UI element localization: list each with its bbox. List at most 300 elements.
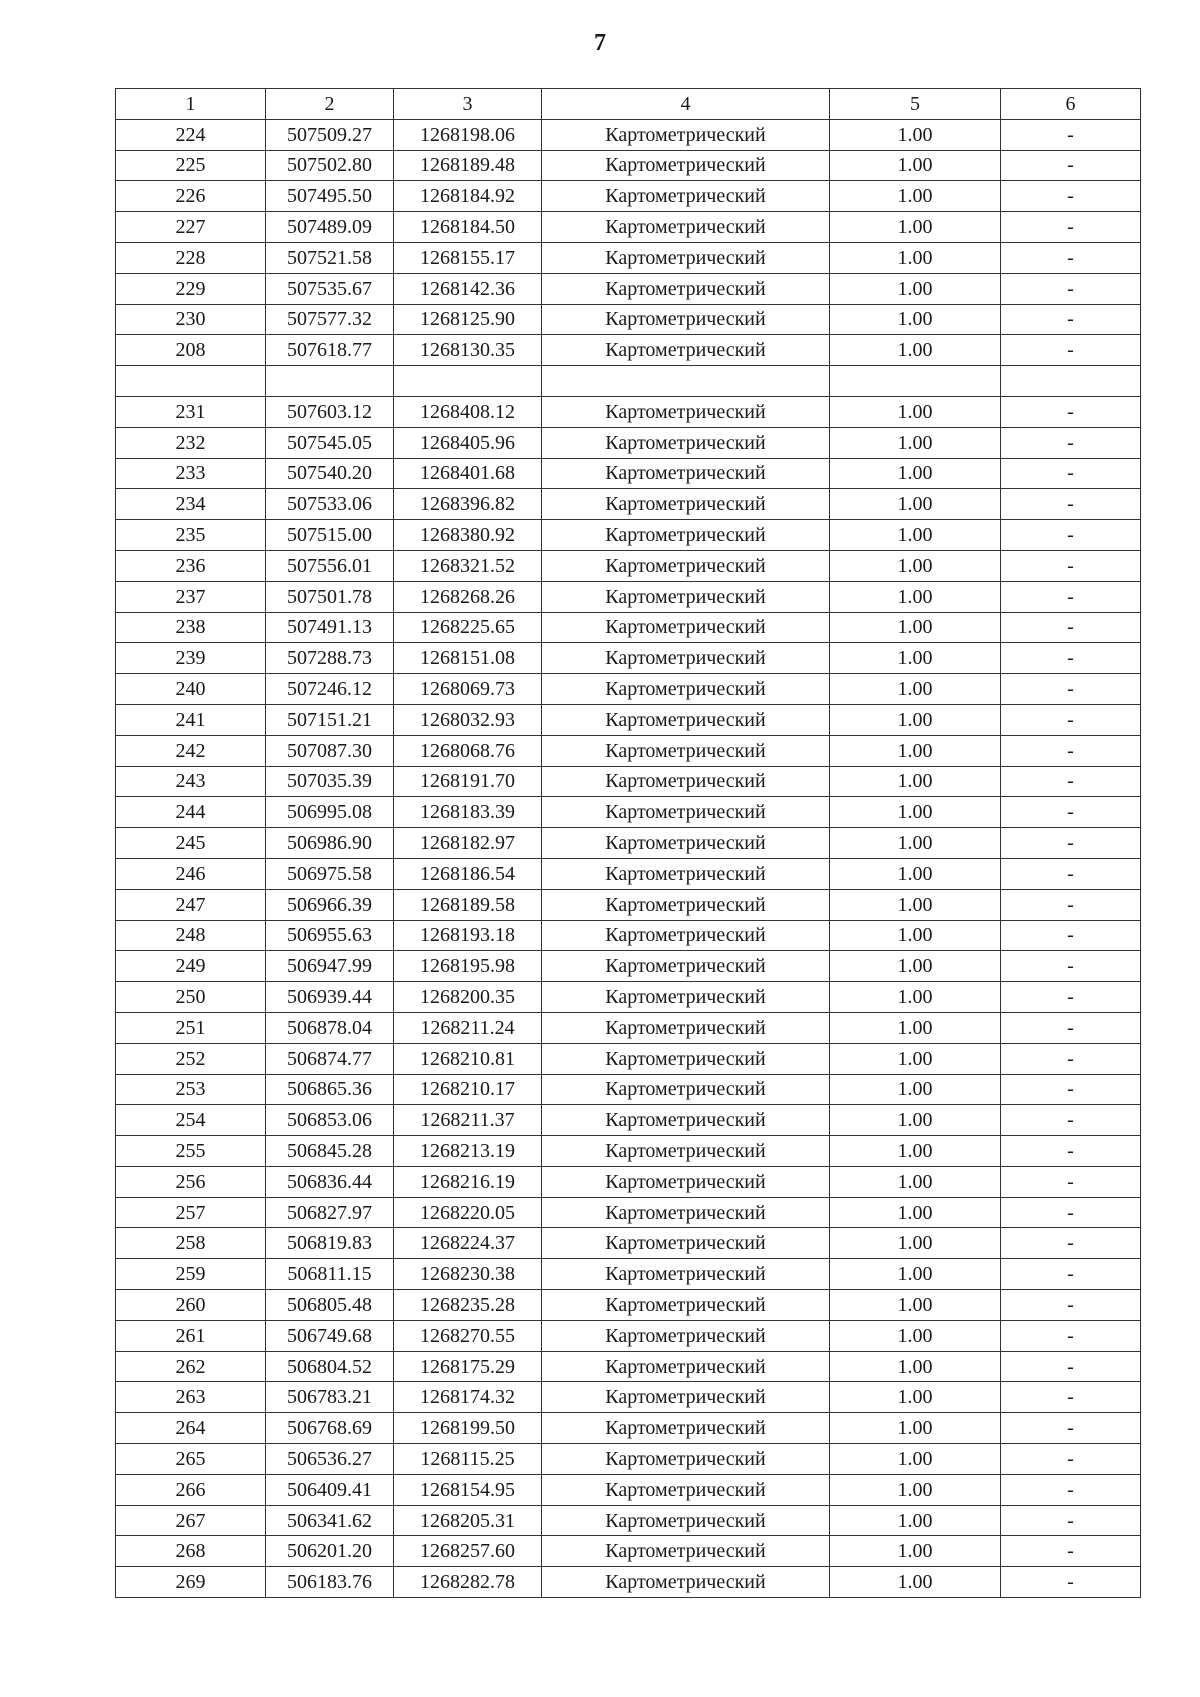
y-coordinate-cell: 1268401.68 [394, 458, 542, 489]
y-coordinate-cell: 1268408.12 [394, 396, 542, 427]
accuracy-cell: 1.00 [830, 1197, 1001, 1228]
table-row [116, 1043, 1141, 1074]
x-coordinate-cell: 506811.15 [266, 1259, 394, 1290]
table-row [116, 520, 1141, 551]
method-cell: Картометрический [542, 1136, 830, 1167]
y-coordinate-cell: 1268195.98 [394, 951, 542, 982]
y-coordinate-cell: 1268396.82 [394, 489, 542, 520]
x-coordinate-cell: 506966.39 [266, 889, 394, 920]
point-number-cell: 259 [116, 1259, 266, 1290]
note-cell: - [1001, 1567, 1141, 1598]
x-coordinate-cell: 507533.06 [266, 489, 394, 520]
accuracy-cell: 1.00 [830, 212, 1001, 243]
method-cell: Картометрический [542, 704, 830, 735]
x-coordinate-cell: 507545.05 [266, 427, 394, 458]
method-cell: Картометрический [542, 1413, 830, 1444]
table-row [116, 612, 1141, 643]
y-coordinate-cell: 1268210.81 [394, 1043, 542, 1074]
method-cell: Картометрический [542, 1012, 830, 1043]
column-header: 4 [542, 89, 830, 120]
accuracy-cell: 1.00 [830, 273, 1001, 304]
table-row [116, 1413, 1141, 1444]
point-number-cell: 241 [116, 704, 266, 735]
x-coordinate-cell: 507618.77 [266, 335, 394, 366]
x-coordinate-cell: 507556.01 [266, 550, 394, 581]
method-cell: Картометрический [542, 674, 830, 705]
note-cell: - [1001, 1413, 1141, 1444]
method-cell: Картометрический [542, 489, 830, 520]
method-cell: Картометрический [542, 1259, 830, 1290]
x-coordinate-cell: 506955.63 [266, 920, 394, 951]
y-coordinate-cell: 1268230.38 [394, 1259, 542, 1290]
table-row [116, 119, 1141, 150]
x-coordinate-cell: 507509.27 [266, 119, 394, 150]
table-row [116, 982, 1141, 1013]
method-cell: Картометрический [542, 1166, 830, 1197]
y-coordinate-cell: 1268199.50 [394, 1413, 542, 1444]
point-number-cell: 232 [116, 427, 266, 458]
point-number-cell: 247 [116, 889, 266, 920]
note-cell: - [1001, 674, 1141, 705]
note-cell: - [1001, 1320, 1141, 1351]
x-coordinate-cell: 507535.67 [266, 273, 394, 304]
x-coordinate-cell: 507495.50 [266, 181, 394, 212]
point-number-cell: 245 [116, 828, 266, 859]
note-cell [1001, 366, 1141, 397]
method-cell: Картометрический [542, 612, 830, 643]
accuracy-cell: 1.00 [830, 520, 1001, 551]
y-coordinate-cell: 1268142.36 [394, 273, 542, 304]
accuracy-cell: 1.00 [830, 828, 1001, 859]
method-cell: Картометрический [542, 828, 830, 859]
note-cell: - [1001, 581, 1141, 612]
note-cell: - [1001, 982, 1141, 1013]
table-row [116, 242, 1141, 273]
table-row [116, 1228, 1141, 1259]
point-number-cell [116, 366, 266, 397]
point-number-cell: 208 [116, 335, 266, 366]
method-cell: Картометрический [542, 1505, 830, 1536]
table-row [116, 458, 1141, 489]
x-coordinate-cell [266, 366, 394, 397]
method-cell: Картометрический [542, 858, 830, 889]
accuracy-cell: 1.00 [830, 735, 1001, 766]
x-coordinate-cell: 506853.06 [266, 1105, 394, 1136]
header-row [116, 89, 1141, 120]
note-cell: - [1001, 828, 1141, 859]
y-coordinate-cell: 1268189.48 [394, 150, 542, 181]
accuracy-cell: 1.00 [830, 550, 1001, 581]
note-cell: - [1001, 520, 1141, 551]
y-coordinate-cell: 1268211.37 [394, 1105, 542, 1136]
point-number-cell: 246 [116, 858, 266, 889]
y-coordinate-cell: 1268235.28 [394, 1290, 542, 1321]
accuracy-cell: 1.00 [830, 427, 1001, 458]
note-cell: - [1001, 212, 1141, 243]
x-coordinate-cell: 506865.36 [266, 1074, 394, 1105]
note-cell: - [1001, 643, 1141, 674]
table-row [116, 366, 1141, 397]
point-number-cell: 250 [116, 982, 266, 1013]
accuracy-cell: 1.00 [830, 1351, 1001, 1382]
y-coordinate-cell: 1268175.29 [394, 1351, 542, 1382]
note-cell: - [1001, 119, 1141, 150]
accuracy-cell: 1.00 [830, 458, 1001, 489]
y-coordinate-cell: 1268191.70 [394, 766, 542, 797]
table-row [116, 1012, 1141, 1043]
y-coordinate-cell: 1268270.55 [394, 1320, 542, 1351]
point-number-cell: 239 [116, 643, 266, 674]
table-row [116, 735, 1141, 766]
point-number-cell: 240 [116, 674, 266, 705]
table-row [116, 150, 1141, 181]
x-coordinate-cell: 506845.28 [266, 1136, 394, 1167]
note-cell: - [1001, 612, 1141, 643]
accuracy-cell: 1.00 [830, 982, 1001, 1013]
y-coordinate-cell: 1268321.52 [394, 550, 542, 581]
point-number-cell: 255 [116, 1136, 266, 1167]
x-coordinate-cell: 506805.48 [266, 1290, 394, 1321]
method-cell: Картометрический [542, 1105, 830, 1136]
x-coordinate-cell: 506874.77 [266, 1043, 394, 1074]
x-coordinate-cell: 506201.20 [266, 1536, 394, 1567]
x-coordinate-cell: 506947.99 [266, 951, 394, 982]
note-cell: - [1001, 1012, 1141, 1043]
note-cell: - [1001, 1197, 1141, 1228]
accuracy-cell: 1.00 [830, 920, 1001, 951]
y-coordinate-cell: 1268184.92 [394, 181, 542, 212]
x-coordinate-cell: 507540.20 [266, 458, 394, 489]
note-cell: - [1001, 458, 1141, 489]
column-header: 5 [830, 89, 1001, 120]
accuracy-cell: 1.00 [830, 1290, 1001, 1321]
column-header: 2 [266, 89, 394, 120]
note-cell: - [1001, 1474, 1141, 1505]
x-coordinate-cell: 507491.13 [266, 612, 394, 643]
table-row [116, 828, 1141, 859]
method-cell: Картометрический [542, 766, 830, 797]
accuracy-cell: 1.00 [830, 951, 1001, 982]
column-header: 6 [1001, 89, 1141, 120]
y-coordinate-cell: 1268183.39 [394, 797, 542, 828]
method-cell: Картометрический [542, 396, 830, 427]
method-cell: Картометрический [542, 1444, 830, 1475]
y-coordinate-cell: 1268200.35 [394, 982, 542, 1013]
table-row [116, 1105, 1141, 1136]
accuracy-cell: 1.00 [830, 797, 1001, 828]
accuracy-cell: 1.00 [830, 1413, 1001, 1444]
y-coordinate-cell: 1268068.76 [394, 735, 542, 766]
note-cell: - [1001, 1536, 1141, 1567]
method-cell: Картометрический [542, 304, 830, 335]
accuracy-cell: 1.00 [830, 1536, 1001, 1567]
table-row [116, 396, 1141, 427]
point-number-cell: 224 [116, 119, 266, 150]
x-coordinate-cell: 506183.76 [266, 1567, 394, 1598]
table-row [116, 335, 1141, 366]
method-cell: Картометрический [542, 181, 830, 212]
accuracy-cell: 1.00 [830, 396, 1001, 427]
point-number-cell: 269 [116, 1567, 266, 1598]
point-number-cell: 262 [116, 1351, 266, 1382]
table-row [116, 797, 1141, 828]
x-coordinate-cell: 507246.12 [266, 674, 394, 705]
method-cell: Картометрический [542, 982, 830, 1013]
method-cell: Картометрический [542, 1074, 830, 1105]
table-row [116, 1567, 1141, 1598]
accuracy-cell: 1.00 [830, 581, 1001, 612]
point-number-cell: 249 [116, 951, 266, 982]
page-number: 7 [594, 30, 606, 56]
point-number-cell: 266 [116, 1474, 266, 1505]
accuracy-cell: 1.00 [830, 1505, 1001, 1536]
point-number-cell: 238 [116, 612, 266, 643]
point-number-cell: 233 [116, 458, 266, 489]
y-coordinate-cell: 1268184.50 [394, 212, 542, 243]
table-row [116, 1351, 1141, 1382]
x-coordinate-cell: 506975.58 [266, 858, 394, 889]
column-header: 1 [116, 89, 266, 120]
accuracy-cell: 1.00 [830, 335, 1001, 366]
method-cell: Картометрический [542, 1043, 830, 1074]
method-cell: Картометрический [542, 212, 830, 243]
x-coordinate-cell: 506768.69 [266, 1413, 394, 1444]
y-coordinate-cell: 1268189.58 [394, 889, 542, 920]
x-coordinate-cell: 507515.00 [266, 520, 394, 551]
point-number-cell: 244 [116, 797, 266, 828]
y-coordinate-cell: 1268130.35 [394, 335, 542, 366]
x-coordinate-cell: 506819.83 [266, 1228, 394, 1259]
note-cell: - [1001, 1351, 1141, 1382]
method-cell: Картометрический [542, 951, 830, 982]
x-coordinate-cell: 507087.30 [266, 735, 394, 766]
accuracy-cell: 1.00 [830, 1105, 1001, 1136]
note-cell: - [1001, 1382, 1141, 1413]
x-coordinate-cell: 506995.08 [266, 797, 394, 828]
accuracy-cell: 1.00 [830, 1012, 1001, 1043]
accuracy-cell: 1.00 [830, 1382, 1001, 1413]
note-cell: - [1001, 1505, 1141, 1536]
method-cell: Картометрический [542, 1320, 830, 1351]
table-row [116, 643, 1141, 674]
note-cell: - [1001, 1043, 1141, 1074]
accuracy-cell: 1.00 [830, 1136, 1001, 1167]
accuracy-cell: 1.00 [830, 304, 1001, 335]
table-row [116, 766, 1141, 797]
note-cell: - [1001, 704, 1141, 735]
accuracy-cell [830, 366, 1001, 397]
y-coordinate-cell: 1268125.90 [394, 304, 542, 335]
x-coordinate-cell: 506836.44 [266, 1166, 394, 1197]
note-cell: - [1001, 550, 1141, 581]
note-cell: - [1001, 304, 1141, 335]
table-row [116, 273, 1141, 304]
note-cell: - [1001, 735, 1141, 766]
point-number-cell: 261 [116, 1320, 266, 1351]
accuracy-cell: 1.00 [830, 643, 1001, 674]
y-coordinate-cell: 1268225.65 [394, 612, 542, 643]
method-cell: Картометрический [542, 1197, 830, 1228]
y-coordinate-cell: 1268380.92 [394, 520, 542, 551]
point-number-cell: 263 [116, 1382, 266, 1413]
accuracy-cell: 1.00 [830, 181, 1001, 212]
method-cell: Картометрический [542, 550, 830, 581]
note-cell: - [1001, 889, 1141, 920]
x-coordinate-cell: 507035.39 [266, 766, 394, 797]
point-number-cell: 260 [116, 1290, 266, 1321]
y-coordinate-cell: 1268193.18 [394, 920, 542, 951]
point-number-cell: 264 [116, 1413, 266, 1444]
point-number-cell: 265 [116, 1444, 266, 1475]
point-number-cell: 237 [116, 581, 266, 612]
x-coordinate-cell: 507151.21 [266, 704, 394, 735]
y-coordinate-cell: 1268069.73 [394, 674, 542, 705]
table-row [116, 304, 1141, 335]
note-cell: - [1001, 242, 1141, 273]
table-row [116, 427, 1141, 458]
y-coordinate-cell: 1268154.95 [394, 1474, 542, 1505]
accuracy-cell: 1.00 [830, 242, 1001, 273]
y-coordinate-cell: 1268155.17 [394, 242, 542, 273]
y-coordinate-cell: 1268032.93 [394, 704, 542, 735]
y-coordinate-cell: 1268405.96 [394, 427, 542, 458]
point-number-cell: 252 [116, 1043, 266, 1074]
point-number-cell: 248 [116, 920, 266, 951]
point-number-cell: 268 [116, 1536, 266, 1567]
table-row [116, 1166, 1141, 1197]
table-row [116, 858, 1141, 889]
point-number-cell: 230 [116, 304, 266, 335]
x-coordinate-cell: 507501.78 [266, 581, 394, 612]
point-number-cell: 242 [116, 735, 266, 766]
x-coordinate-cell: 506827.97 [266, 1197, 394, 1228]
method-cell: Картометрический [542, 1290, 830, 1321]
method-cell: Картометрический [542, 520, 830, 551]
note-cell: - [1001, 1166, 1141, 1197]
y-coordinate-cell: 1268220.05 [394, 1197, 542, 1228]
x-coordinate-cell: 506409.41 [266, 1474, 394, 1505]
note-cell: - [1001, 951, 1141, 982]
note-cell: - [1001, 766, 1141, 797]
point-number-cell: 235 [116, 520, 266, 551]
note-cell: - [1001, 181, 1141, 212]
table-row [116, 1444, 1141, 1475]
method-cell: Картометрический [542, 1536, 830, 1567]
point-number-cell: 254 [116, 1105, 266, 1136]
point-number-cell: 236 [116, 550, 266, 581]
column-header: 3 [394, 89, 542, 120]
note-cell: - [1001, 797, 1141, 828]
method-cell: Картометрический [542, 427, 830, 458]
table-row [116, 1136, 1141, 1167]
note-cell: - [1001, 1074, 1141, 1105]
y-coordinate-cell: 1268210.17 [394, 1074, 542, 1105]
y-coordinate-cell: 1268174.32 [394, 1382, 542, 1413]
y-coordinate-cell: 1268213.19 [394, 1136, 542, 1167]
accuracy-cell: 1.00 [830, 704, 1001, 735]
table-row [116, 1259, 1141, 1290]
table-row [116, 951, 1141, 982]
table-row [116, 1197, 1141, 1228]
table-row [116, 1382, 1141, 1413]
accuracy-cell: 1.00 [830, 1166, 1001, 1197]
note-cell: - [1001, 335, 1141, 366]
method-cell: Картометрический [542, 797, 830, 828]
table-row [116, 1074, 1141, 1105]
table-row [116, 1320, 1141, 1351]
table-row [116, 181, 1141, 212]
note-cell: - [1001, 1444, 1141, 1475]
accuracy-cell: 1.00 [830, 1043, 1001, 1074]
accuracy-cell: 1.00 [830, 489, 1001, 520]
x-coordinate-cell: 507288.73 [266, 643, 394, 674]
y-coordinate-cell: 1268151.08 [394, 643, 542, 674]
method-cell: Картометрический [542, 335, 830, 366]
x-coordinate-cell: 506986.90 [266, 828, 394, 859]
accuracy-cell: 1.00 [830, 1228, 1001, 1259]
point-number-cell: 257 [116, 1197, 266, 1228]
table-row [116, 489, 1141, 520]
table-row [116, 920, 1141, 951]
note-cell: - [1001, 1228, 1141, 1259]
coordinates-table [115, 88, 1141, 1598]
accuracy-cell: 1.00 [830, 1320, 1001, 1351]
accuracy-cell: 1.00 [830, 889, 1001, 920]
accuracy-cell: 1.00 [830, 858, 1001, 889]
table-row [116, 581, 1141, 612]
table-row [116, 1474, 1141, 1505]
point-number-cell: 227 [116, 212, 266, 243]
y-coordinate-cell: 1268115.25 [394, 1444, 542, 1475]
note-cell: - [1001, 427, 1141, 458]
accuracy-cell: 1.00 [830, 1259, 1001, 1290]
accuracy-cell: 1.00 [830, 612, 1001, 643]
table-row [116, 1536, 1141, 1567]
y-coordinate-cell: 1268205.31 [394, 1505, 542, 1536]
x-coordinate-cell: 506939.44 [266, 982, 394, 1013]
point-number-cell: 258 [116, 1228, 266, 1259]
x-coordinate-cell: 507521.58 [266, 242, 394, 273]
point-number-cell: 267 [116, 1505, 266, 1536]
accuracy-cell: 1.00 [830, 119, 1001, 150]
method-cell: Картометрический [542, 242, 830, 273]
x-coordinate-cell: 507603.12 [266, 396, 394, 427]
method-cell: Картометрический [542, 735, 830, 766]
table-row [116, 889, 1141, 920]
table-row [116, 1505, 1141, 1536]
table-row [116, 550, 1141, 581]
point-number-cell: 251 [116, 1012, 266, 1043]
note-cell: - [1001, 920, 1141, 951]
y-coordinate-cell: 1268224.37 [394, 1228, 542, 1259]
method-cell: Картометрический [542, 150, 830, 181]
point-number-cell: 228 [116, 242, 266, 273]
y-coordinate-cell: 1268282.78 [394, 1567, 542, 1598]
x-coordinate-cell: 506341.62 [266, 1505, 394, 1536]
x-coordinate-cell: 507489.09 [266, 212, 394, 243]
accuracy-cell: 1.00 [830, 1074, 1001, 1105]
y-coordinate-cell [394, 366, 542, 397]
method-cell: Картометрический [542, 119, 830, 150]
point-number-cell: 229 [116, 273, 266, 304]
table-header [116, 89, 1141, 120]
point-number-cell: 225 [116, 150, 266, 181]
method-cell: Картометрический [542, 1474, 830, 1505]
accuracy-cell: 1.00 [830, 674, 1001, 705]
y-coordinate-cell: 1268257.60 [394, 1536, 542, 1567]
x-coordinate-cell: 507577.32 [266, 304, 394, 335]
x-coordinate-cell: 506749.68 [266, 1320, 394, 1351]
